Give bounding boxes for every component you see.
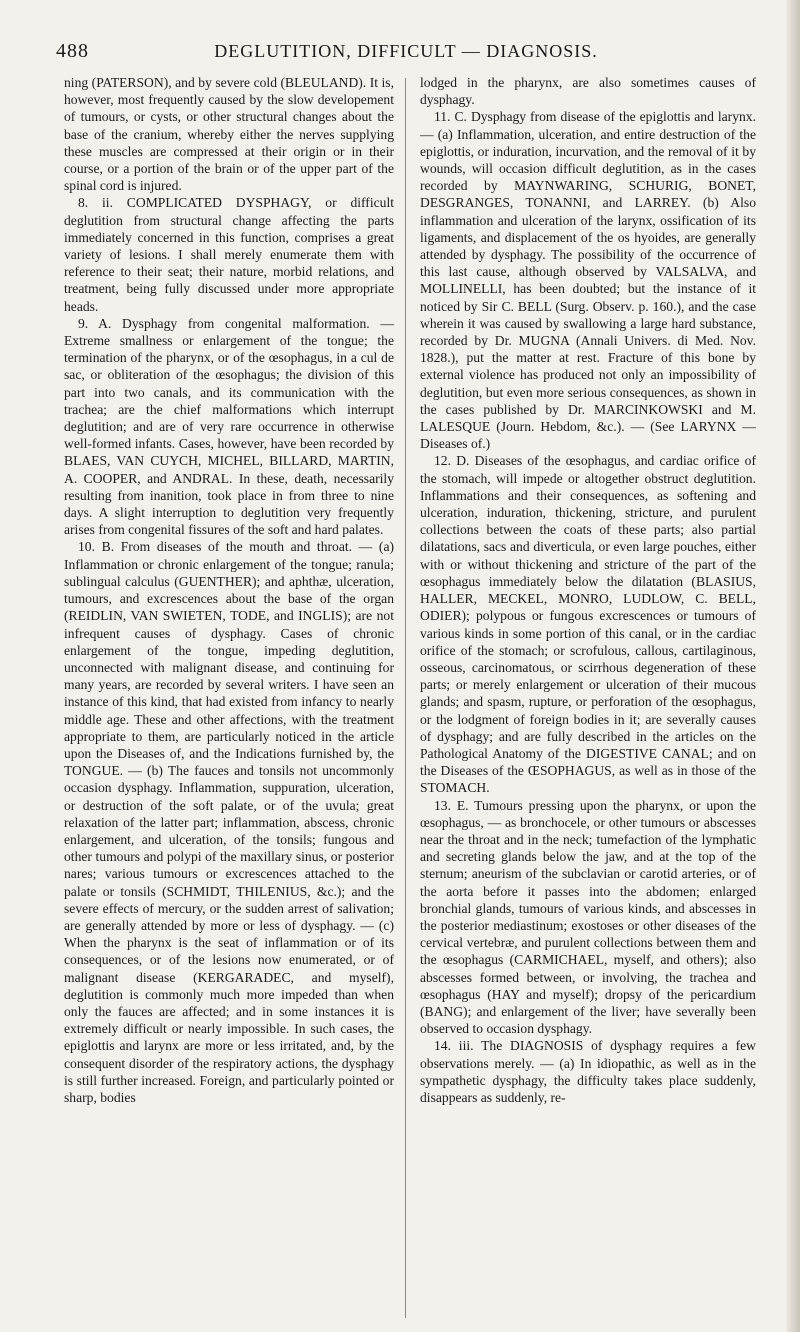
paragraph: 10. B. From diseases of the mouth and throat. — (a) Inflammation or chronic enlargement of the tongue; ranula; sublingual calculus (GUENTHER); and aphthæ, ulceration, tumours, and excrescences about the base of the organ (REIDLIN, VAN SWIETEN, TODE, and INGLIS); are not infrequent causes of dysphagy. Cases of chronic enlargement of the tongue, impeding deglutition, unconnected with malignant disease, and continuing for many years, are recorded by several writers. I have seen an instance of this kind, that had existed from infancy to nearly middle age. These and other affections, with the treatment appropriate to them, are particularly noticed in the article upon the Diseases of, and the Indications furnished by, the TONGUE. — (b) The fauces and tonsils not uncommonly occasion dysphagy. Inflammation, suppuration, ulceration, or destruction of the soft palate, or of the uvula; great relaxation of the latter part; inflammation, abscess, chronic enlargement, and ulceration, of the tonsils; fungous and other tumours and polypi of the maxillary sinus, or posterior nares; various tumours or excrescences attached to the palate or tonsils (SCHMIDT, THILENIUS, &c.); and the severe effects of mercury, or the sudden arrest of salivation; are generally attended by more or less of dysphagy. — (c) When the pharynx is the seat of inflammation or of its consequences, or of the lesions now enumerated, or of malignant disease (KERGARADEC, and myself), deglutition is commonly much more impeded than when only the fauces are affected; and in some instances it is extremely difficult or nearly impossible. In such cases, the epiglottis and larynx are more or less irritated, and, by the consequent disorder of the respiratory actions, the dysphagy is still further increased. Foreign, and particularly pointed or sharp, bodies	[64, 539, 394, 1105]
column-divider	[405, 78, 406, 1318]
paragraph: 12. D. Diseases of the œsophagus, and cardiac orifice of the stomach, will impede or altogether obstruct deglutition. Inflammations and their consequences, as softening and ulceration, induration, thickening, stricture, and purulent collections between the coats of these parts; also partial dilatations, sacs and diverticula, or even large pouches, either with or without thickening and stricture of the part of the œsophagus immediately below the dilatation (BLASIUS, HALLER, MECKEL, MONRO, LUDLOW, C. BELL, ODIER); polypous or fungous excrescences or tumours of various kinds in some portion of this canal, or in the cardiac orifice of the stomach; or scrofulous, callous, cartilaginous, osseous, carcinomatous, or scirrhous degeneration of these parts; or merely enlargement or ulceration of their mucous glands; and spasm, rupture, or perforation of the œsophagus, or the lodgment of foreign bodies in it; are severally causes of dysphagy; and are fully described in the articles on the Pathological Anatomy of the DIGESTIVE CANAL; and on the Diseases of the ŒSOPHAGUS, as well as in those of the STOMACH.	[420, 453, 756, 796]
left-column	[64, 74, 394, 1106]
paragraph: 11. C. Dysphagy from disease of the epiglottis and larynx. — (a) Inflammation, ulceration, and entire destruction of the epiglottis, or induration, incurvation, and the removal of it by wounds, will occasion difficult deglutition, as in the cases recorded by MAYNWARING, SCHURIG, BONET, DESGRANGES, TONANNI, and LARREY. (b) Also inflammation and ulceration of the larynx, ossification of its ligaments, and displacement of the os hyoides, are generally attended by dysphagy. The possibility of the occurrence of this last cause, although observed by VALSALVA, and MOLLINELLI, has been doubted; but the instance of it noticed by Sir C. BELL (Surg. Observ. p. 160.), and the case wherein it was caused by swallowing a large hard substance, recorded by Dr. MUGNA (Annali Univers. di Med. Nov. 1828.), put the matter at rest. Fracture of this bone by external violence has produced not only an impossibility of deglutition, but even more serious consequences, as shown in the cases published by Dr. MARCINKOWSKI and M. LALESQUE (Journ. Hebdom, &c.). — (See LARYNX — Diseases of.)	[420, 109, 756, 452]
page-header	[56, 38, 756, 68]
running-title: DEGLUTITION, DIFFICULT — DIAGNOSIS.	[214, 41, 598, 61]
paragraph: 13. E. Tumours pressing upon the pharynx, or upon the œsophagus, — as bronchocele, or other tumours or abscesses near the throat and in the neck; tumefaction of the lymphatic and secreting glands below the jaw, and at the top of the sternum; aneurism of the subclavian or carotid arteries, or of the aorta before it passes into the abdomen; enlarged bronchial glands, tumours of various kinds, and abscesses in the posterior mediastinum; exostoses or other diseases of the cervical vertebræ, and purulent collections between them and the œsophagus (CARMICHAEL, myself, and others); also abscesses formed between, or involving, the trachea and œsophagus (HAY and myself); dropsy of the pericardium (BANG); and enlargement of the liver; have severally been observed to occasion dysphagy.	[420, 797, 756, 1037]
paragraph: 14. iii. The DIAGNOSIS of dysphagy requires a few observations merely. — (a) In idiopathic, as well as in the sympathetic dysphagy, the difficulty takes place suddenly, disappears as suddenly, re-	[420, 1038, 756, 1105]
page-edge	[786, 0, 800, 1332]
page-number: 488	[56, 40, 89, 62]
right-column	[420, 74, 756, 1106]
paragraph: ning (PATERSON), and by severe cold (BLEULAND). It is, however, most frequently caused by the slow developement of tumours, or cysts, or other structural changes about the base of the cranium, whereby either the nerves supplying these muscles are compressed at their origin or in their course, or a portion of the brain or of the upper part of the spinal cord is injured.	[64, 75, 394, 194]
paragraph: 9. A. Dysphagy from congenital malformation. — Extreme smallness or enlargement of the tongue; the termination of the pharynx, or of the œsophagus, in a cul de sac, or obliteration of the œsophagus; the division of this part into two canals, and its communication with the trachea; are the chief malformations which interrupt deglutition; and are of very rare occurrence in otherwise well-formed infants. Cases, however, have been recorded by BLAES, VAN CUYCH, MICHEL, BILLARD, MARTIN, A. COOPER, and ANDRAL. In these, death, necessarily resulting from inanition, took place in from three to nine days. A slight interruption to deglutition very frequently arises from congenital fissures of the soft and hard palates.	[64, 315, 394, 538]
paragraph: 8. ii. COMPLICATED DYSPHAGY, or difficult deglutition from structural change affecting the parts immediately concerned in this function, comprises a great variety of lesions. I shall merely enumerate them with reference to their seat; their nature, morbid relations, and treatment, being fully discussed under more appropriate heads.	[64, 195, 394, 314]
paragraph: lodged in the pharynx, are also sometimes causes of dysphagy.	[420, 75, 756, 108]
